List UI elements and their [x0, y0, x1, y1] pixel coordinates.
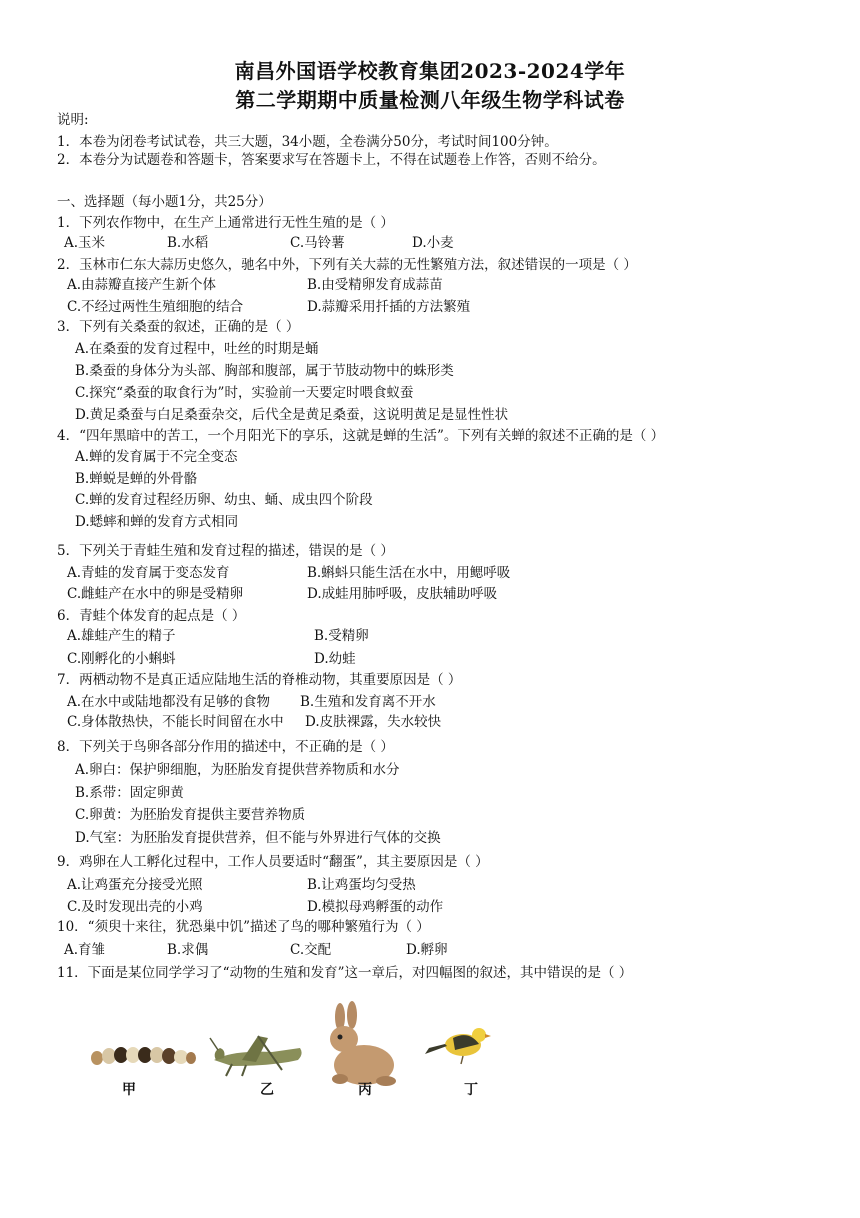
instructions-label: 说明:	[57, 112, 89, 128]
instruction-item-2: 2．本卷分为试题卷和答题卡，答案要求写在答题卡上，不得在试题卷上作答，否则不给分。	[57, 152, 606, 168]
option-b: B.受精卵	[314, 628, 369, 644]
option-b: B.生殖和发育离不开水	[300, 694, 436, 710]
figure-label-jia: 甲	[122, 1082, 136, 1098]
option-a: A.雄蛙产生的精子	[67, 628, 176, 644]
figure-label-yi: 乙	[260, 1082, 274, 1098]
grasshopper-icon	[210, 1036, 302, 1076]
rabbit-icon	[330, 1001, 396, 1086]
question-stem: 3．下列有关桑蚕的叙述，正确的是（ ）	[57, 319, 300, 335]
option-a: A.玉米	[64, 235, 106, 251]
question-stem: 2．玉林市仁东大蒜历史悠久，驰名中外，下列有关大蒜的无性繁殖方法，叙述错误的一项是（ ）	[57, 257, 637, 273]
question-stem: 9．鸡卵在人工孵化过程中，工作人员要适时“翻蛋”，其主要原因是（ ）	[57, 854, 489, 870]
option-d: D.蟋蟀和蝉的发育方式相同	[75, 514, 239, 530]
option-c: C.雌蛙产在水中的卵是受精卵	[67, 586, 244, 602]
caterpillar-icon	[91, 1047, 196, 1065]
option-a: A.青蛙的发育属于变态发育	[67, 565, 230, 581]
question-stem: 10．“须臾十来往，犹恐巢中饥”描述了鸟的哪种繁殖行为（ ）	[57, 919, 430, 935]
option-c: C.及时发现出壳的小鸡	[67, 899, 203, 915]
option-b: B.让鸡蛋均匀受热	[307, 877, 416, 893]
option-a: A.在桑蚕的发育过程中，吐丝的时期是蛹	[75, 341, 319, 357]
option-d: D.成蛙用肺呼吸，皮肤辅助呼吸	[307, 586, 498, 602]
option-b: B.蝌蚪只能生活在水中，用鳃呼吸	[307, 565, 511, 581]
option-c: C.卵黄：为胚胎发育提供主要营养物质	[75, 807, 306, 823]
option-b: B.水稻	[167, 235, 209, 251]
option-d: D.模拟母鸡孵蛋的动作	[307, 899, 444, 915]
option-b: B.蝉蜕是蝉的外骨骼	[75, 471, 198, 487]
option-b: B.由受精卵发育成蒜苗	[307, 277, 443, 293]
option-c: C.马铃薯	[290, 235, 345, 251]
option-b: B.系带：固定卵黄	[75, 785, 184, 801]
bird-icon	[425, 1028, 491, 1064]
option-a: A.由蒜瓣直接产生新个体	[67, 277, 217, 293]
question-stem: 5．下列关于青蛙生殖和发育过程的描述，错误的是（ ）	[57, 543, 394, 559]
option-b: B.求偶	[167, 942, 209, 958]
option-d: D.皮肤裸露，失水较快	[305, 714, 442, 730]
option-d: D.小麦	[412, 235, 454, 251]
question-stem: 7．两栖动物不是真正适应陆地生活的脊椎动物，其重要原因是（ ）	[57, 672, 462, 688]
question-stem: 1．下列农作物中，在生产上通常进行无性生殖的是（ ）	[57, 215, 394, 231]
option-d: D.气室：为胚胎发育提供营养，但不能与外界进行气体的交换	[75, 830, 441, 846]
instruction-item-1: 1．本卷为闭卷考试试卷，共三大题，34小题，全卷满分50分，考试时间100分钟。	[57, 134, 558, 150]
option-d: D.幼蛙	[314, 651, 356, 667]
question-stem: 6．青蛙个体发育的起点是（ ）	[57, 608, 246, 624]
animal-figure	[80, 995, 520, 1105]
question-stem: 4．“四年黑暗中的苦工，一个月阳光下的享乐，这就是蝉的生活”。下列有关蝉的叙述不正确的是（ ）	[57, 428, 665, 444]
option-d: D.黄足桑蚕与白足桑蚕杂交，后代全是黄足桑蚕，这说明黄足是显性性状	[75, 407, 509, 423]
exam-title-line1: 南昌外国语学校教育集团2023-2024学年	[234, 59, 626, 83]
section-heading: 一、选择题（每小题1分，共25分）	[57, 194, 272, 210]
option-a: A.卵白：保护卵细胞，为胚胎发育提供营养物质和水分	[75, 762, 400, 778]
option-b: B.桑蚕的身体分为头部、胸部和腹部，属于节肢动物中的蛛形类	[75, 363, 454, 379]
question-stem: 11．下面是某位同学学习了“动物的生殖和发育”这一章后，对四幅图的叙述，其中错误的是（ ）	[57, 965, 633, 981]
option-c: C.刚孵化的小蝌蚪	[67, 651, 176, 667]
animal-figure-svg	[80, 995, 520, 1105]
option-a: A.育雏	[64, 942, 106, 958]
option-d: D.蒜瓣采用扦插的方法繁殖	[307, 299, 471, 315]
option-d: D.孵卵	[406, 942, 448, 958]
option-c: C.不经过两性生殖细胞的结合	[67, 299, 244, 315]
option-a: A.让鸡蛋充分接受光照	[67, 877, 203, 893]
option-a: A.在水中或陆地都没有足够的食物	[67, 694, 271, 710]
exam-title-line2: 第二学期期中质量检测八年级生物学科试卷	[235, 88, 625, 112]
option-c: C.身体散热快，不能长时间留在水中	[67, 714, 284, 730]
figure-label-bing: 丙	[358, 1082, 372, 1098]
figure-label-ding: 丁	[464, 1082, 478, 1098]
option-c: C.交配	[290, 942, 332, 958]
option-c: C.蝉的发育过程经历卵、幼虫、蛹、成虫四个阶段	[75, 492, 373, 508]
option-a: A.蝉的发育属于不完全变态	[75, 449, 238, 465]
option-c: C.探究“桑蚕的取食行为”时，实验前一天要定时喂食蚁蚕	[75, 385, 414, 401]
question-stem: 8．下列关于鸟卵各部分作用的描述中，不正确的是（ ）	[57, 739, 394, 755]
